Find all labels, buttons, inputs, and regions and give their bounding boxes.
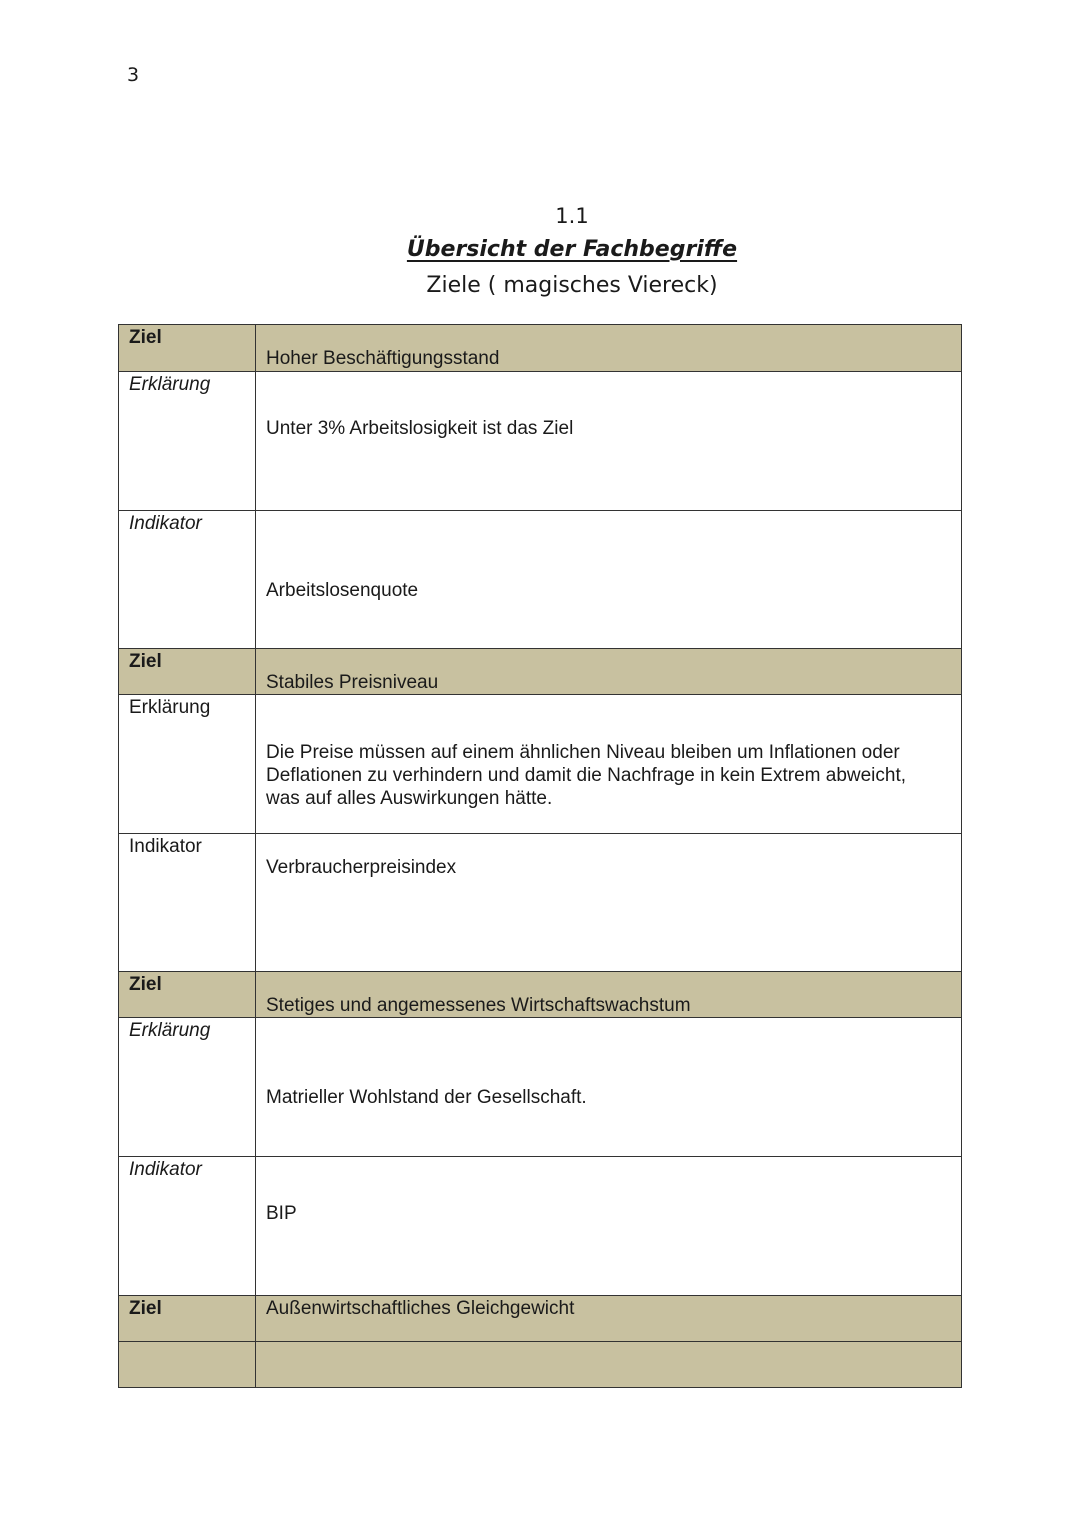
row-value: Unter 3% Arbeitslosigkeit ist das Ziel [256, 372, 962, 511]
row-value: Verbraucherpreisindex [256, 834, 962, 972]
page-number: 3 [127, 64, 140, 86]
table-row [119, 372, 962, 511]
table-row [119, 972, 962, 1018]
row-value: BIP [256, 1157, 962, 1296]
table-row [119, 511, 962, 649]
row-label: Indikator [119, 834, 256, 972]
table-row [119, 1342, 962, 1388]
table-row [119, 695, 962, 834]
row-label: Ziel [119, 1296, 256, 1342]
row-value: Außenwirtschaftliches Gleichgewicht [256, 1296, 962, 1342]
row-value: Stabiles Preisniveau [256, 649, 962, 695]
section-title: Übersicht der Fachbegriffe [406, 237, 738, 262]
row-value: Stetiges und angemessenes Wirtschaftswachstum [256, 972, 962, 1018]
section-subtitle: Ziele ( magisches Viereck) [426, 273, 718, 298]
row-label: Erklärung [119, 372, 256, 511]
row-value: Arbeitslosenquote [256, 511, 962, 649]
section-number: 1.1 [555, 204, 589, 228]
row-value: Hoher Beschäftigungsstand [256, 325, 962, 372]
row-value: Matrieller Wohlstand der Gesellschaft. [256, 1018, 962, 1157]
row-label: Ziel [119, 325, 256, 372]
row-value: Die Preise müssen auf einem ähnlichen Niveau bleiben um Inflationen oder Deflationen zu verhindern und damit die Nachfrage in kein Extrem abweicht, was auf alles Auswirkungen hätte. [256, 695, 962, 834]
table-row [119, 1157, 962, 1296]
row-label: Indikator [119, 1157, 256, 1296]
table-row [119, 649, 962, 695]
table-row [119, 325, 962, 372]
section-heading [0, 200, 1080, 304]
table-row [119, 834, 962, 972]
table-row [119, 1296, 962, 1342]
row-label [119, 1342, 256, 1388]
row-label: Ziel [119, 649, 256, 695]
table-row [119, 1018, 962, 1157]
row-label: Erklärung [119, 1018, 256, 1157]
row-label: Indikator [119, 511, 256, 649]
row-label: Erklärung [119, 695, 256, 834]
row-label: Ziel [119, 972, 256, 1018]
row-value [256, 1342, 962, 1388]
terms-table [118, 324, 962, 1388]
